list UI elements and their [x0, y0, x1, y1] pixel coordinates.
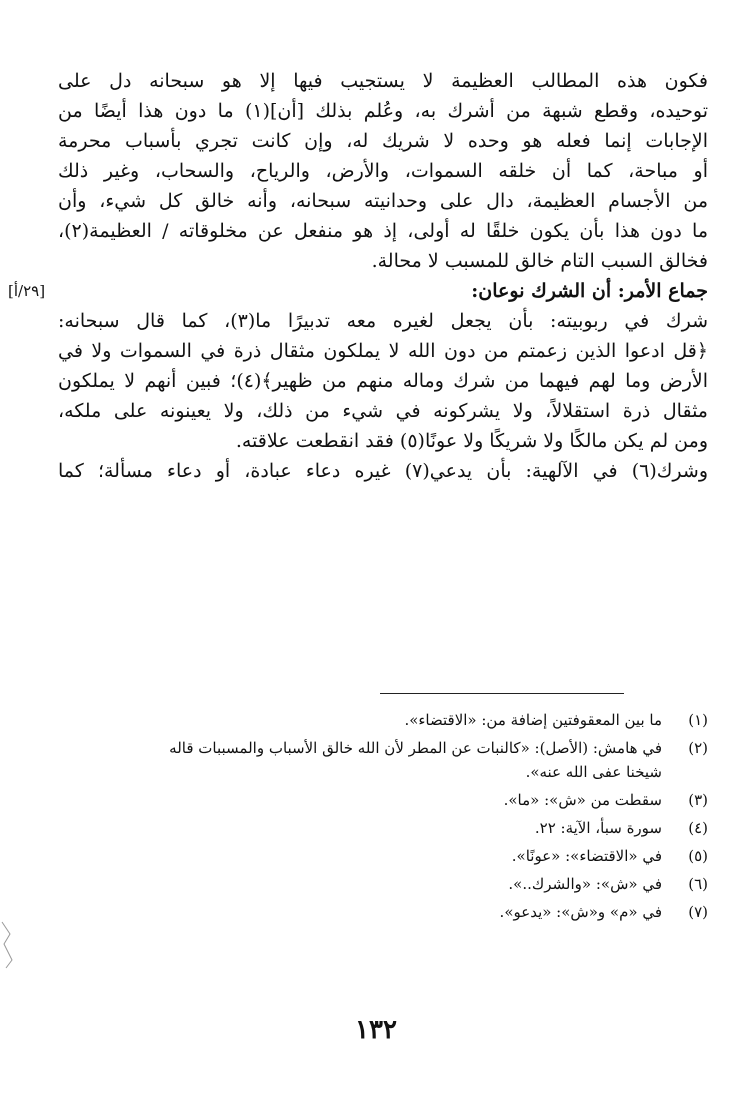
footnote-divider [380, 693, 624, 694]
text-line: الإجابات إنما فعله هو وحده لا شريك له، وإن كانت تجري بأسباب محرمة [58, 130, 708, 152]
footnote-number: (٤) [688, 819, 708, 837]
footnote-number: (٣) [688, 791, 708, 809]
footnote-text: سورة سبأ، الآية: ٢٢. [534, 819, 662, 837]
footnote-number: (٧) [688, 903, 708, 921]
text-line: شرك في ربوبيته: بأن يجعل لغيره معه تدبيرًا ما(٣)، كما قال سبحانه: [58, 310, 708, 332]
text-line: مثقال ذرة استقلالاً، ولا يشركونه في شيء من ذلك، ولا يعينونه على ملكه، [58, 400, 708, 422]
text-line: توحيده، وقطع شبهة من أشرك به، وعُلم بذلك [أن](١) ما دون هذا أيضًا من [58, 100, 708, 122]
quran-quote-line: ﴿قل ادعوا الذين زعمتم من دون الله لا يملكون مثقال ذرة في السموات ولا في [58, 340, 708, 362]
footnote-text: شيخنا عفى الله عنه». [525, 763, 662, 781]
footnote-text: في «ش»: «والشرك..». [508, 875, 662, 893]
footnote-text: في «م» و«ش»: «يدعو». [499, 903, 662, 921]
manuscript-folio-note: [٢٩/أ] [8, 282, 46, 300]
text-line: ومن لم يكن مالكًا ولا شريكًا ولا عونًا(٥) فقد انقطعت علاقته. [235, 430, 708, 452]
footnote-number: (٦) [688, 875, 708, 893]
footnote-text: في هامش: (الأصل): «كالنبات عن المطر لأن الله خالق الأسباب والمسببات قاله [169, 739, 662, 757]
footnote-number: (١) [688, 711, 708, 729]
text-line: من الأجسام العظيمة، دال على وحدانيته سبحانه، وأنه خالق كل شيء، وأن [58, 190, 708, 212]
footnote-number: (٢) [688, 739, 708, 757]
footnote-text: في «الاقتضاء»: «عونًا». [511, 847, 662, 865]
scan-edge-mark [0, 920, 20, 970]
footnote-number: (٥) [688, 847, 708, 865]
text-line: وشرك(٦) في الآلهية: بأن يدعي(٧) غيره دعاء عبادة، أو دعاء مسألة؛ كما [58, 460, 708, 482]
section-heading: جماع الأمر: أن الشرك نوعان: [471, 280, 708, 302]
text-line: فخالق السبب التام خالق للمسبب لا محالة. [371, 250, 708, 272]
text-line: فكون هذه المطالب العظيمة لا يستجيب فيها إلا هو سبحانه دل على [58, 70, 708, 92]
text-line: أو مباحة، كما أن خلقه السموات، والأرض، والرياح، والسحاب، وغير ذلك [58, 160, 708, 182]
footnote-text: سقطت من «ش»: «ما». [503, 791, 662, 809]
quran-quote-line: الأرض وما لهم فيهما من شرك وماله منهم من ظهير﴾(٤)؛ فبين أنهم لا يملكون [58, 370, 708, 392]
footnote-text: ما بين المعقوفتين إضافة من: «الاقتضاء». [404, 711, 662, 729]
page-number: ١٣٢ [355, 1015, 397, 1045]
text-line: ما دون هذا بأن يكون خلقًا له أولى، إذ هو منفعل عن مخلوقاته / العظيمة(٢)، [58, 220, 708, 242]
